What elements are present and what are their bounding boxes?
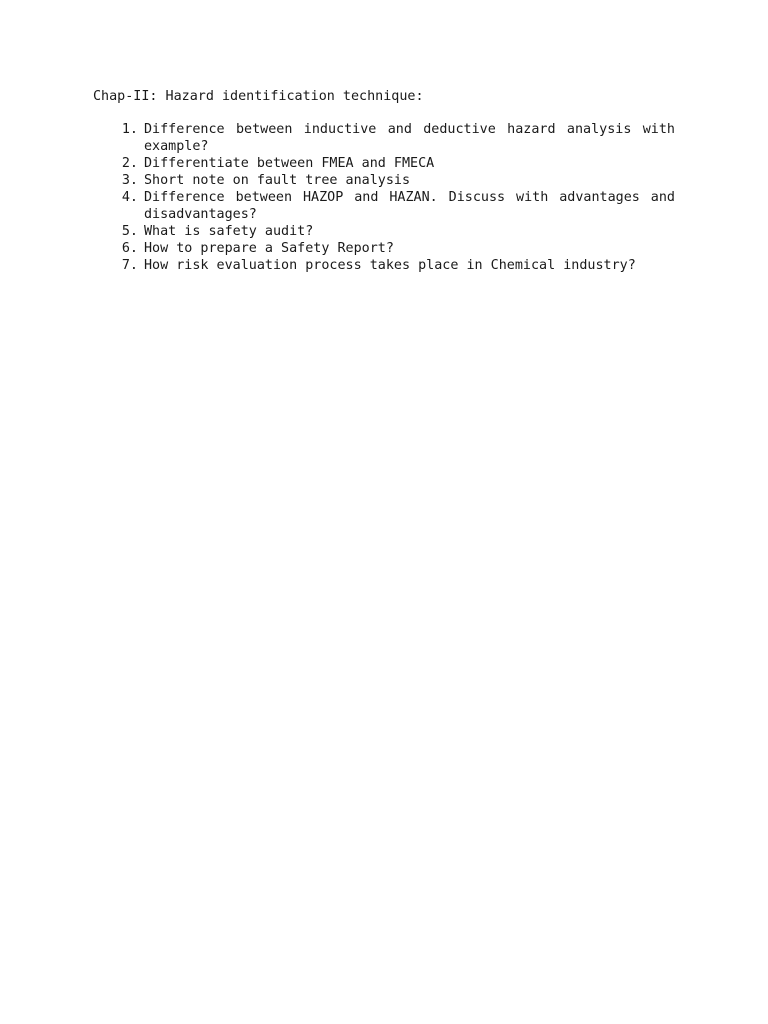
question-number: 2.: [121, 156, 138, 171]
question-number: 4.: [121, 190, 138, 205]
question-text: Differentiate between FMEA and FMECA: [144, 156, 435, 171]
question-item-4: [93, 189, 675, 223]
question-text: Short note on fault tree analysis: [144, 173, 411, 188]
question-item-1: [93, 121, 675, 155]
question-number: 6.: [121, 241, 138, 256]
chapter-heading: Chap-II: Hazard identification technique:: [93, 89, 424, 104]
question-number: 7.: [121, 258, 138, 273]
question-number: 5.: [121, 224, 138, 239]
question-number: 1.: [121, 122, 138, 137]
question-text: How risk evaluation process takes place in Chemical industry?: [144, 258, 636, 273]
question-item-2: [93, 155, 675, 172]
question-text: Difference between HAZOP and HAZAN. Discuss with advantages and disadvantages?: [144, 190, 675, 222]
question-item-5: [93, 223, 675, 240]
question-number: 3.: [121, 173, 138, 188]
question-item-6: [93, 240, 675, 257]
question-text: What is safety audit?: [144, 224, 314, 239]
question-list: [93, 121, 675, 274]
question-text: How to prepare a Safety Report?: [144, 241, 394, 256]
question-item-7: [93, 257, 675, 274]
question-item-3: [93, 172, 675, 189]
question-text: Difference between inductive and deductive hazard analysis with example?: [144, 122, 675, 154]
